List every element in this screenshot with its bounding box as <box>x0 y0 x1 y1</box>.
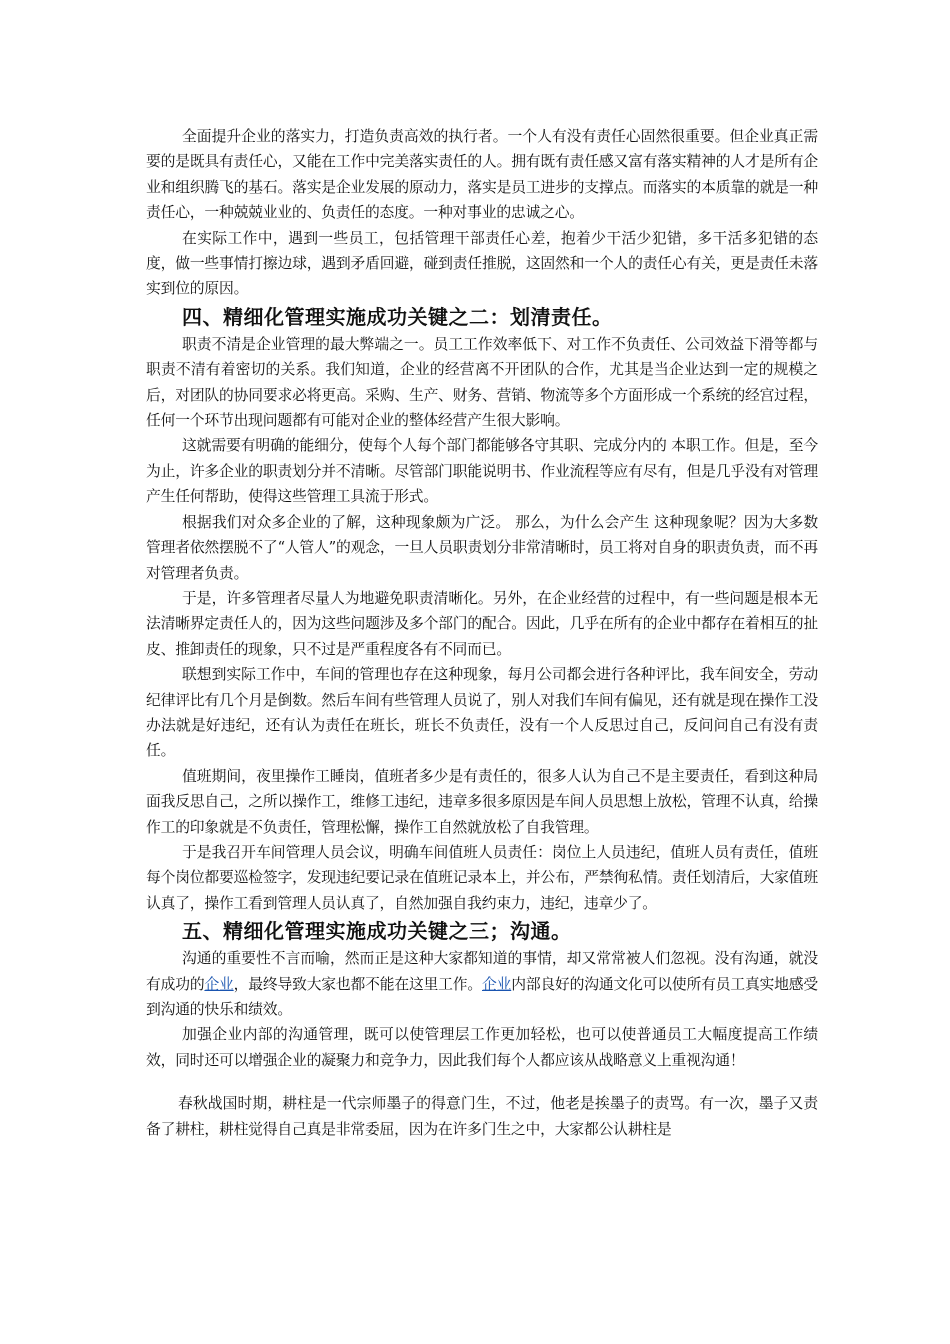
paragraph-unclear-duty: 职责不清是企业管理的最大弊端之一。员工工作效率低下、对工作不负责任、公司效益下滑等都与职责不清有着密切的关系。我们知道，企业的经营离不开团队的合作，尤其是当企业达到一定的规模之后，对团队的协同要求必将更高。采购、生产、财务、营销、物流等多个方面形成一个系统的经宫过程，任何一个环节出现问题都有可能对企业的整体经营产生很大影响。 <box>146 335 818 430</box>
paragraph-gap <box>146 1073 818 1091</box>
enterprise-link-2[interactable]: 企业 <box>482 975 512 993</box>
comm-text-2: ，最终导致大家也都不能在这里工作。 <box>233 975 482 993</box>
paragraph-need-division: 这就需要有明确的能细分，使每个人每个部门都能够各守其职、完成分内的 本职工作。但是，至今为止，许多企业的职责划分并不清晰。尽管部门职能说明书、作业流程等应有尽有，但是几乎没有对管理产生任何帮助，使得这些管理工具流于形式。 <box>146 437 818 506</box>
paragraph-work-attitude: 在实际工作中，遇到一些员工，包括管理干部责任心差，抱着少干活少犯错，多干活多犯错的态度，做一些事情打擦边球，遇到矛盾回避，碰到责任推脱，这固然和一个人的责任心有关，更是责任未落实到位的原因。 <box>146 229 818 298</box>
paragraph-phenomenon: 根据我们对众多企业的了解，这种现象颇为广泛。 那么，为什么会产生 这种现象呢？因为大多数管理者依然摆脱不了“人管人”的观念，一旦人员职责划分非常清晰时，员工将对自身的职责负责，而不再对管理者负责。 <box>146 513 818 582</box>
section-heading-4: 四、精细化管理实施成功关键之二：划清责任。 <box>182 304 613 329</box>
paragraph-story: 春秋战国时期，耕柱是一代宗师墨子的得意门生，不过，他老是挨墨子的责骂。有一次，墨子又责备了耕柱，耕柱觉得自己真是非常委屈，因为在许多门生之中，大家都公认耕柱是 <box>146 1095 818 1138</box>
comm-text-1: 沟通的重要性不言而喻，然而正是这种大家都知道的事情，却又常常被人们忽视。没有沟通，就没有成功的 <box>146 950 818 993</box>
paragraph-communication <box>146 946 818 1022</box>
paragraph-meeting: 于是我召开车间管理人员会议，明确车间值班人员责任：岗位上人员违纪，值班人员有责任，值班每个岗位都要巡检签字，发现违纪要记录在值班记录本上，并公布，严禁徇私情。责任划清后，大家值班认真了，操作工看到管理人员认真了，自然加强自我约束力，违纪，违章少了。 <box>146 843 818 912</box>
comm-text-3: 内部良好的沟通文化可以使所有员工真实地感受到沟通的快乐和绩效。 <box>146 975 818 1018</box>
enterprise-link-1[interactable]: 企业 <box>204 975 234 993</box>
paragraph-strengthen: 加强企业内部的沟通管理，既可以使管理层工作更加轻松，也可以使普通员工大幅度提高工作绩效，同时还可以增强企业的凝聚力和竞争力，因此我们每个人都应该从战略意义上重视沟通！ <box>146 1026 818 1069</box>
paragraph-intro: 全面提升企业的落实力，打造负责高效的执行者。一个人有没有责任心固然很重要。但企业真正需要的是既具有责任心，又能在工作中完美落实责任的人。拥有既有责任感又富有落实精神的人才是所有企业和组织腾飞的基石。落实是企业发展的原动力，落实是员工进步的支撑点。而落实的本质靠的就是一种责任心，一种兢兢业业的、负责任的态度。一种对事业的忠诚之心。 <box>146 128 818 222</box>
document-body <box>146 124 818 1142</box>
section-heading-5: 五、精细化管理实施成功关键之三；沟通。 <box>182 919 572 944</box>
paragraph-workshop: 联想到实际工作中，车间的管理也存在这种现象，每月公司都会进行各种评比，我车间安全，劳动纪律评比有几个月是倒数。然后车间有些管理人员说了，别人对我们车间有偏见，还有就是现在操作工没办法就是好违纪，还有认为责任在班长，班长不负责任，没有一个人反思过自己，反问问自己有没有责任。 <box>146 666 818 760</box>
paragraph-night-shift: 值班期间，夜里操作工睡岗，值班者多少是有责任的，很多人认为自己不是主要责任，看到这种局面我反思自己，之所以操作工，维修工违纪，违章多很多原因是车间人员思想上放松，管理不认真，给操作工的印象就是不负责任，管理松懈，操作工自然就放松了自我管理。 <box>146 767 818 836</box>
paragraph-managers-avoid: 于是，许多管理者尽量人为地避免职责清晰化。另外，在企业经营的过程中，有一些问题是根本无法清晰界定责任人的，因为这些问题涉及多个部门的配合。因此，几乎在所有的企业中都存在着相互的扯皮、推卸责任的现象，只不过是严重程度各有不同而已。 <box>146 589 818 658</box>
